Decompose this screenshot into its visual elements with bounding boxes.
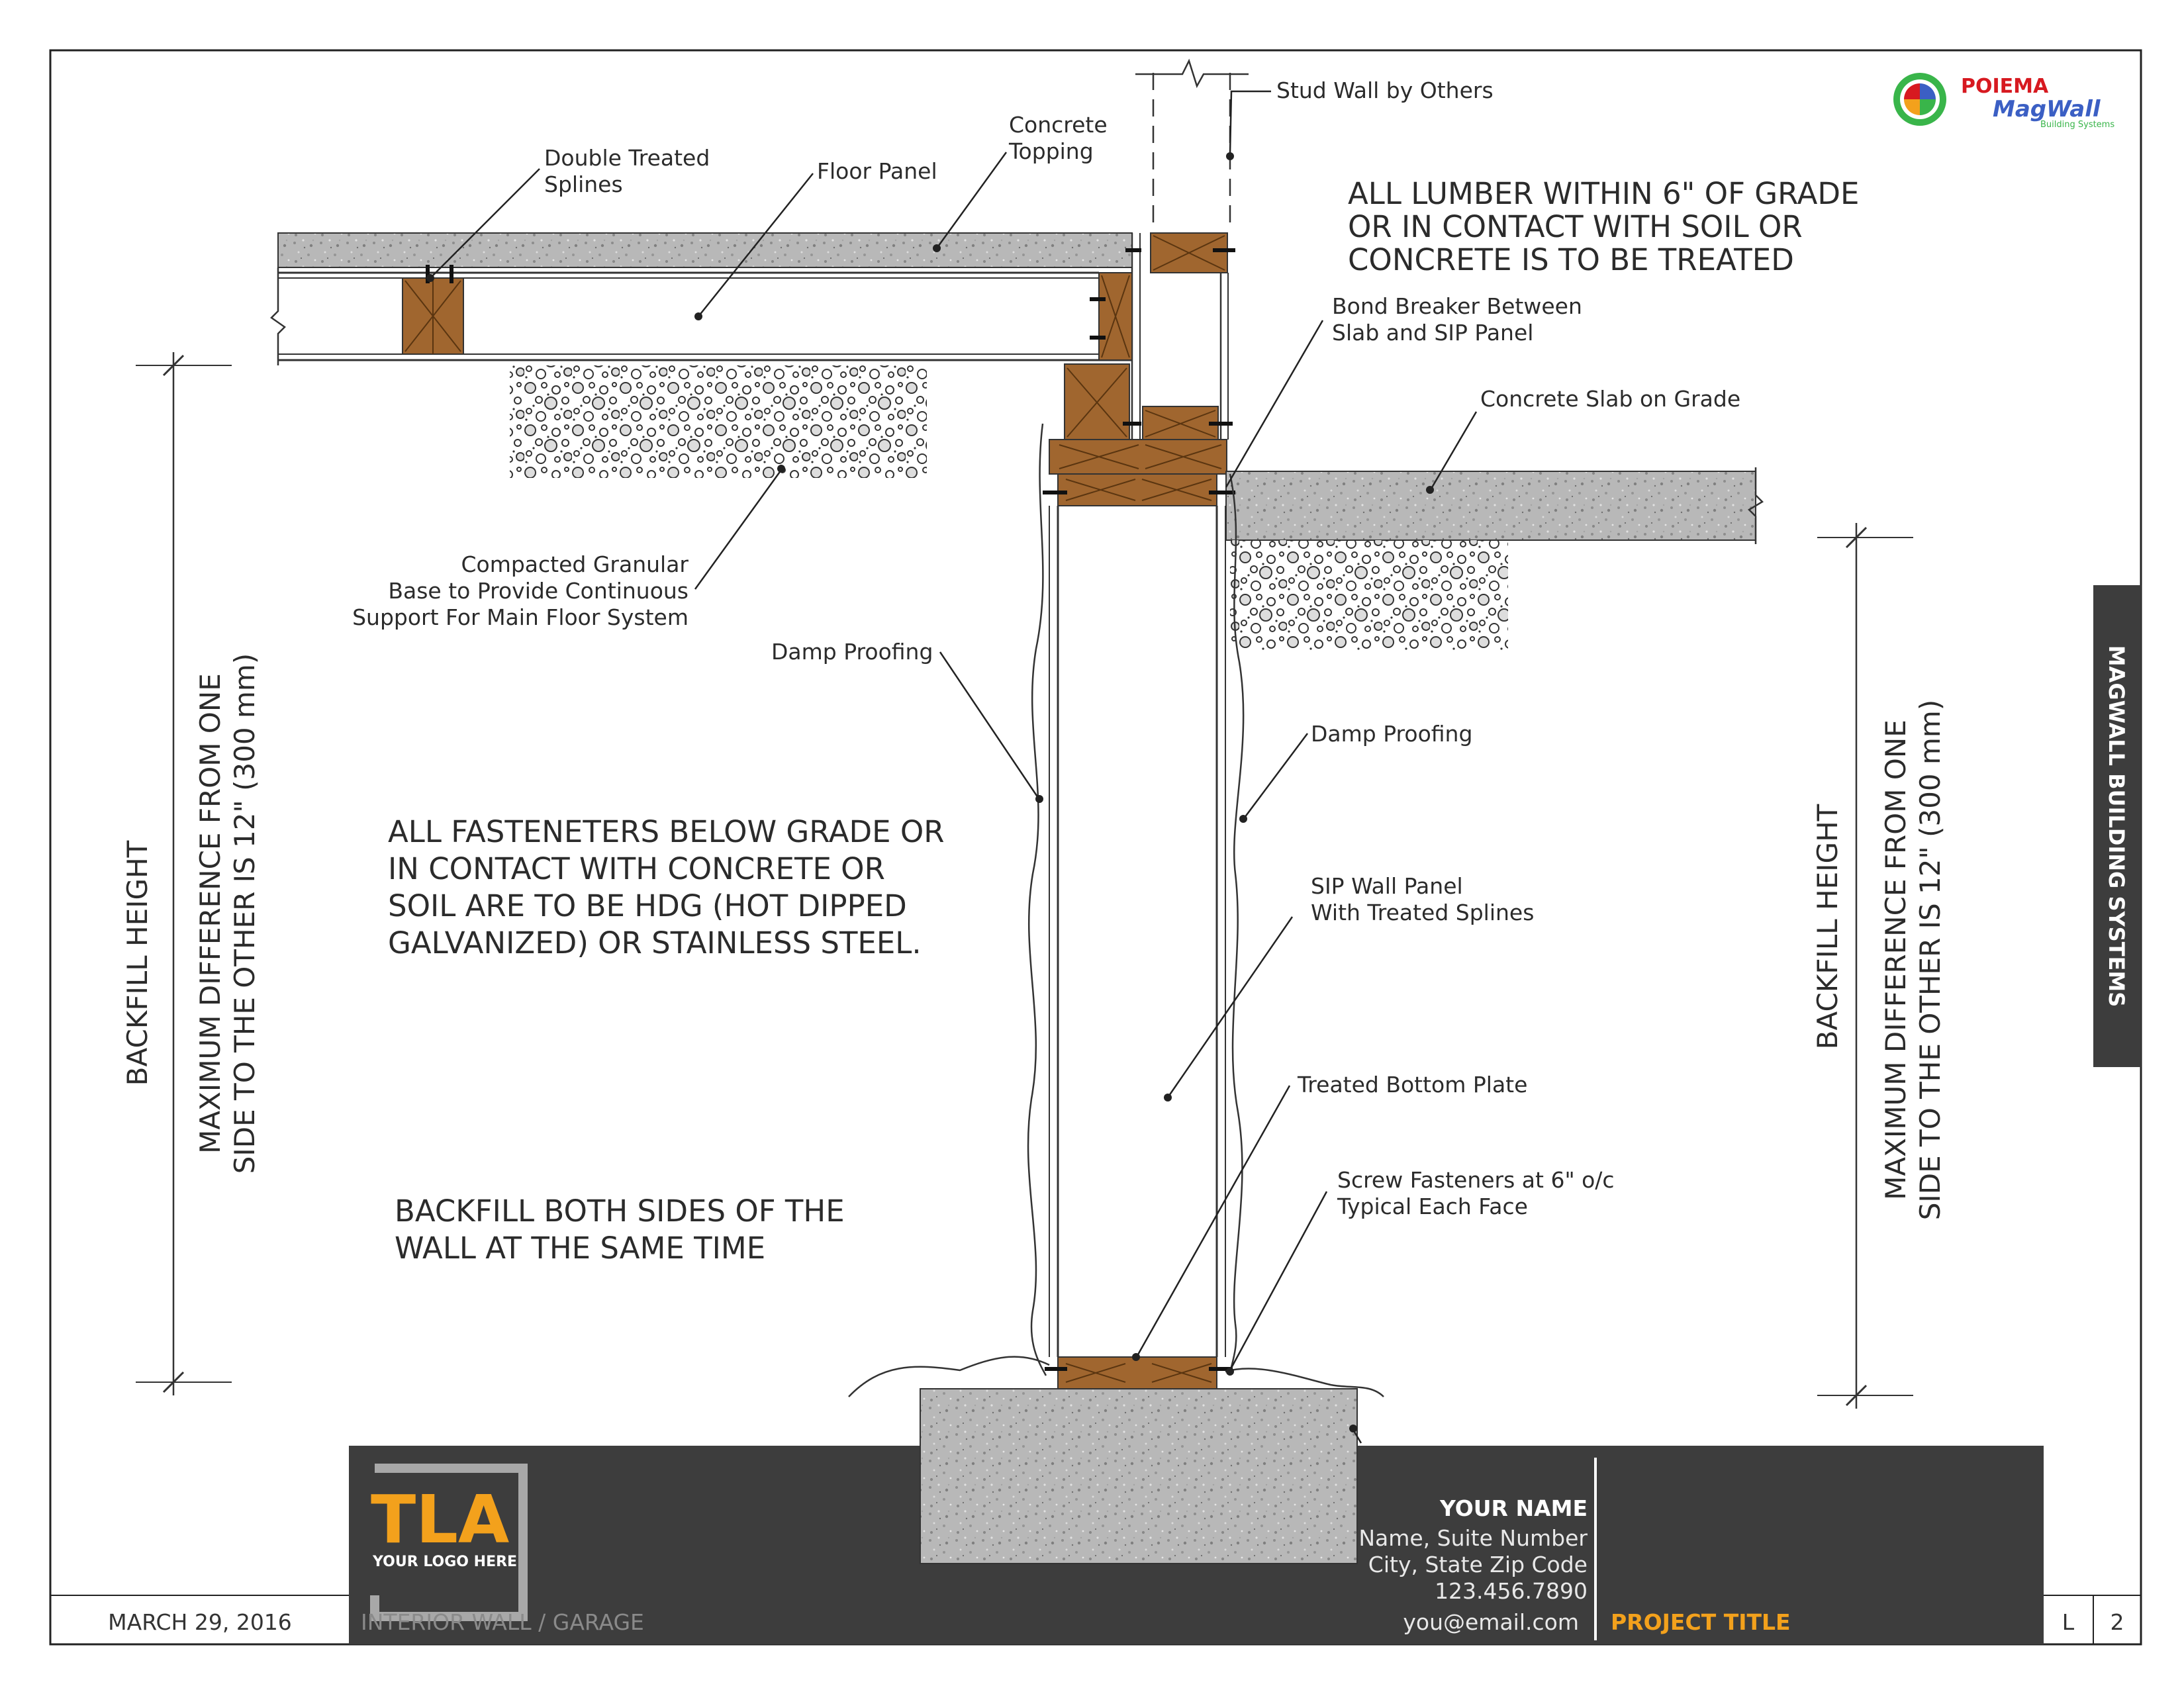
concrete-slab <box>1226 471 1756 540</box>
right-difference-line-1: MAXIMUM DIFFERENCE FROM ONE <box>1879 720 1912 1200</box>
label-screw-fasteners-2: Typical Each Face <box>1337 1194 1528 1219</box>
label-double-splines-1: Double Treated <box>544 145 710 171</box>
damp-proofing-left <box>1028 424 1046 1376</box>
left-difference-line-1: MAXIMUM DIFFERENCE FROM ONE <box>194 673 226 1154</box>
right-backfill-height: BACKFILL HEIGHT <box>1811 804 1844 1050</box>
label-bottom-plate: Treated Bottom Plate <box>1298 1072 1528 1098</box>
label-concrete-topping-1: Concrete <box>1009 112 1108 138</box>
note-fasteners-2: IN CONTACT WITH CONCRETE OR <box>388 851 885 886</box>
left-difference-line-2: SIDE TO THE OTHER IS 12" (300 mm) <box>228 653 261 1174</box>
note-fasteners-1: ALL FASTENETERS BELOW GRADE OR <box>388 814 945 849</box>
sheet-letter: L <box>2062 1609 2075 1635</box>
side-tab-text: MAGWALL BUILDING SYSTEMS <box>2104 645 2129 1008</box>
poiema-magwall-logo <box>1893 73 2114 130</box>
label-damp-proofing-right: Damp Proofing <box>1311 721 1473 747</box>
logo-brand-top: POIEMA <box>1961 75 2049 98</box>
label-sip-wall-1: SIP Wall Panel <box>1311 873 1463 899</box>
note-backfill-1: BACKFILL BOTH SIDES OF THE <box>395 1194 845 1229</box>
note-lumber-1: ALL LUMBER WITHIN 6" OF GRADE <box>1348 176 1860 211</box>
concrete-footing <box>920 1389 1357 1564</box>
label-stud-wall: Stud Wall by Others <box>1276 77 1494 103</box>
compacted-granular-base <box>510 365 927 478</box>
contact-email: you@email.com <box>1403 1609 1579 1635</box>
sip-wall-panel <box>1049 506 1225 1357</box>
contact-address-1: Name, Suite Number <box>1358 1525 1588 1551</box>
label-bond-breaker-2: Slab and SIP Panel <box>1332 320 1534 346</box>
tla-logo-letters: TLA <box>371 1481 510 1558</box>
break-line <box>1135 61 1249 86</box>
date-text: MARCH 29, 2016 <box>108 1609 292 1635</box>
note-backfill-2: WALL AT THE SAME TIME <box>395 1231 766 1266</box>
note-fasteners-3: SOIL ARE TO BE HDG (HOT DIPPED <box>388 888 907 923</box>
contact-name: YOUR NAME <box>1439 1495 1588 1521</box>
treated-bottom-plate <box>1058 1357 1217 1389</box>
sheet-name: INTERIOR WALL / GARAGE <box>361 1609 644 1635</box>
contact-phone: 123.456.7890 <box>1435 1578 1588 1604</box>
concrete-topping <box>278 233 1132 267</box>
contact-address-2: City, State Zip Code <box>1368 1552 1588 1577</box>
note-fasteners-4: GALVANIZED) OR STAINLESS STEEL. <box>388 925 922 961</box>
project-title: PROJECT TITLE <box>1611 1609 1791 1635</box>
note-lumber-2: OR IN CONTACT WITH SOIL OR <box>1348 209 1803 244</box>
label-concrete-topping-2: Topping <box>1009 138 1094 164</box>
right-difference-line-2: SIDE TO THE OTHER IS 12" (300 mm) <box>1914 699 1946 1221</box>
label-sip-wall-2: With Treated Splines <box>1311 900 1535 925</box>
label-double-splines-2: Splines <box>544 171 623 197</box>
tla-logo-caption: YOUR LOGO HERE <box>373 1554 518 1570</box>
logo-brand-sub: Building Systems <box>2040 120 2115 130</box>
floor-break-line <box>271 267 285 365</box>
sheet-number: 2 <box>2110 1609 2124 1635</box>
label-bond-breaker-1: Bond Breaker Between <box>1332 293 1582 319</box>
label-compacted-base-3: Support For Main Floor System <box>352 604 688 630</box>
note-lumber-3: CONCRETE IS TO BE TREATED <box>1348 242 1794 277</box>
logo-brand-main: MagWall <box>1993 96 2101 122</box>
slab-granular-base <box>1230 540 1508 650</box>
label-screw-fasteners-1: Screw Fasteners at 6" o/c <box>1337 1167 1615 1193</box>
label-damp-proofing-left: Damp Proofing <box>771 639 933 665</box>
label-compacted-base-1: Compacted Granular <box>461 551 688 577</box>
label-compacted-base-2: Base to Provide Continuous <box>388 578 688 604</box>
label-floor-panel: Floor Panel <box>817 158 937 184</box>
left-backfill-height: BACKFILL HEIGHT <box>121 840 154 1086</box>
label-concrete-slab: Concrete Slab on Grade <box>1480 386 1741 412</box>
wall-top-plate-lower <box>1058 474 1217 506</box>
